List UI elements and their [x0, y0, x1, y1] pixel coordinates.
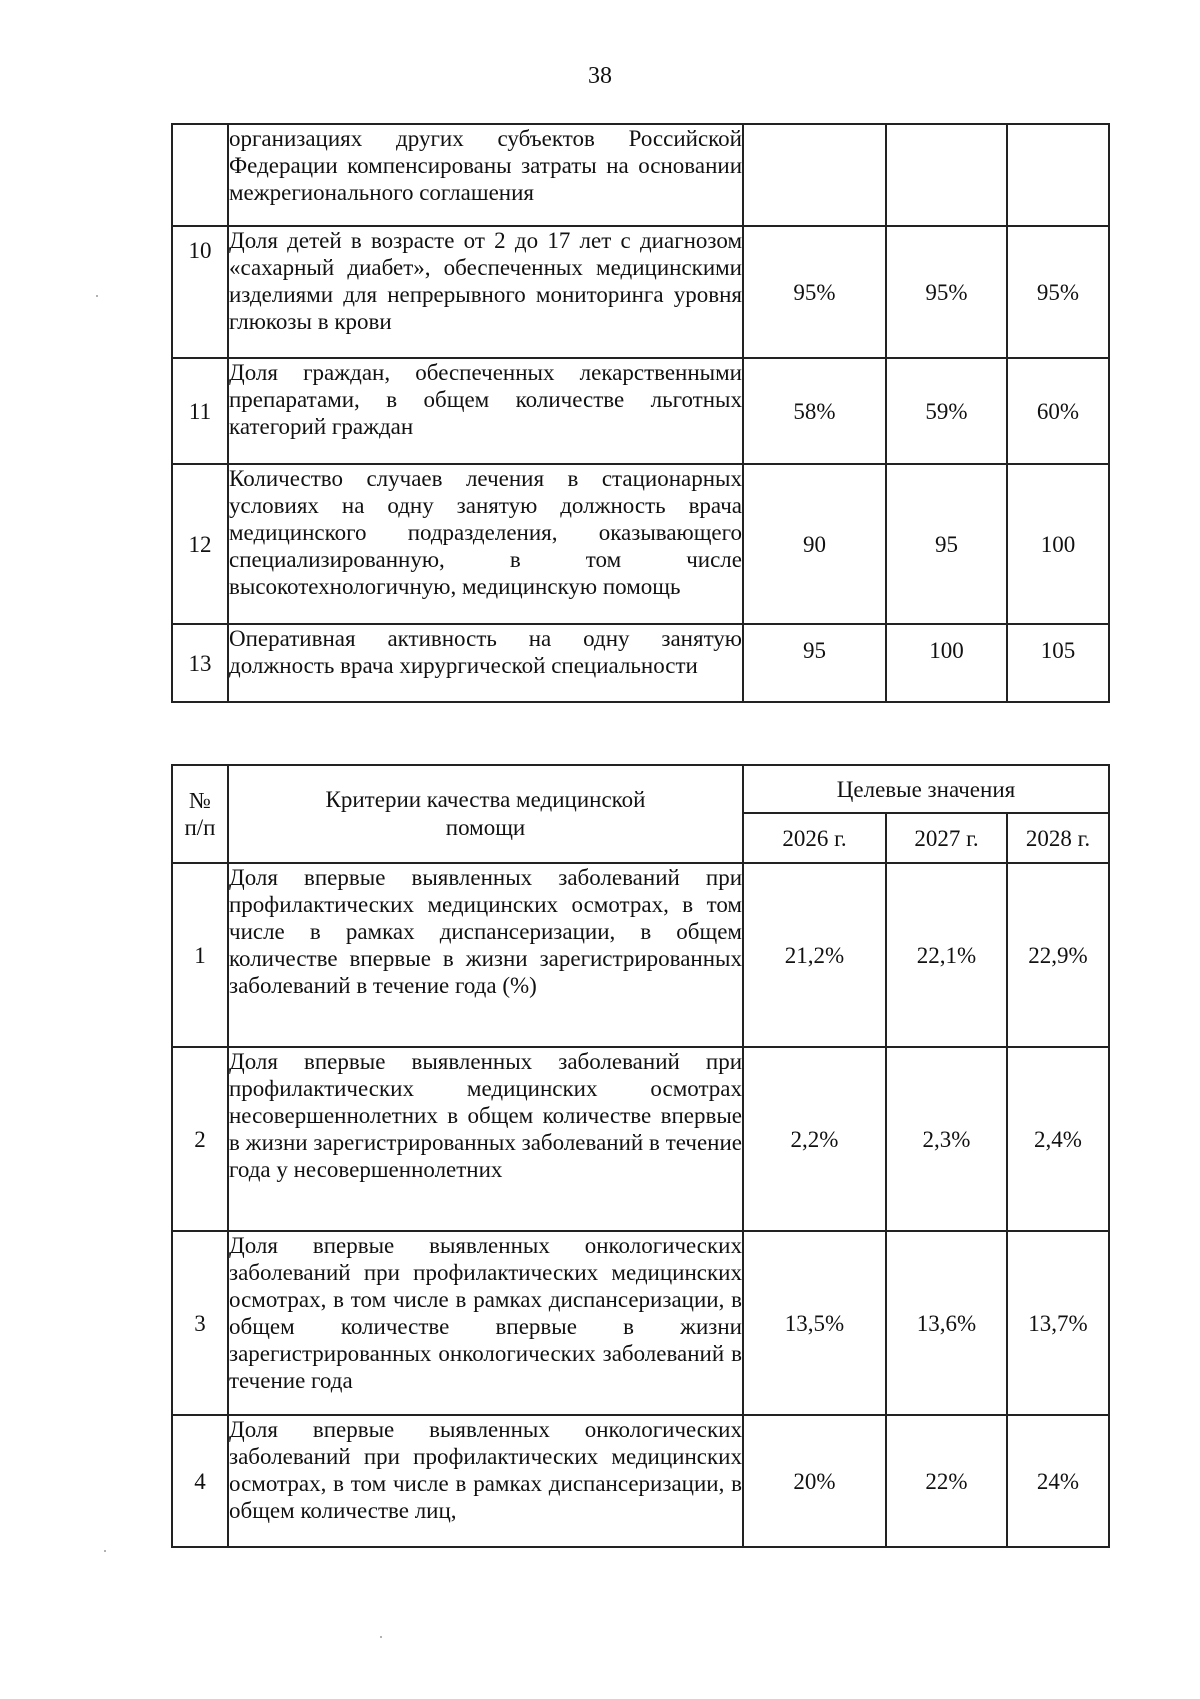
- value-2028: 95%: [1007, 226, 1109, 358]
- row-number: 2: [172, 1047, 228, 1231]
- table-row: [172, 124, 1109, 226]
- column-header-year-2026: 2026 г.: [743, 813, 886, 863]
- table-row: [172, 624, 1109, 702]
- criterion-text: Доля впервые выявленных заболеваний при профилактических медицинских осмотрах, в том числе в рамках диспансеризации, в общем количестве впервые в жизни зарегистрированных заболеваний в течение года (%): [228, 863, 743, 1047]
- table-row: [172, 464, 1109, 624]
- indicators-table-continuation: [171, 123, 1110, 703]
- value-2028: 22,9%: [1007, 863, 1109, 1047]
- value-2026: 20%: [743, 1415, 886, 1547]
- column-header-year-2027: 2027 г.: [886, 813, 1007, 863]
- column-header-number: № п/п: [172, 765, 228, 863]
- value-2027: 95: [886, 464, 1007, 624]
- row-number: [172, 124, 228, 226]
- criterion-text: Доля впервые выявленных онкологических заболеваний при профилактических медицинских осмотрах, в том числе в рамках диспансеризации, в общем количестве впервые в жизни зарегистрированных онкологических заболеваний в течение года: [228, 1231, 743, 1415]
- page-number: 38: [588, 63, 612, 89]
- value-2027: 2,3%: [886, 1047, 1007, 1231]
- indicator-text: Доля граждан, обеспеченных лекарственными препаратами, в общем количестве льготных категорий граждан: [228, 358, 743, 464]
- value-2028: 24%: [1007, 1415, 1109, 1547]
- table-row: [172, 358, 1109, 464]
- row-number: 13: [172, 624, 228, 702]
- value-2028: 2,4%: [1007, 1047, 1109, 1231]
- value-2027: 95%: [886, 226, 1007, 358]
- indicator-text: организациях других субъектов Российской Федерации компенсированы затраты на основании межрегионального соглашения: [228, 124, 743, 226]
- value-2027: 59%: [886, 358, 1007, 464]
- row-number: 1: [172, 863, 228, 1047]
- table-row: [172, 226, 1109, 358]
- column-header-target-values: Целевые значения: [743, 765, 1109, 813]
- scan-speck: [96, 295, 98, 297]
- criterion-text: Доля впервые выявленных заболеваний при профилактических медицинских осмотрах несовершеннолетних в общем количестве впервые в жизни зарегистрированных заболеваний в течение года у несовершеннолетних: [228, 1047, 743, 1231]
- scan-speck: [104, 1550, 106, 1552]
- value-2026: [743, 124, 886, 226]
- value-2028: 13,7%: [1007, 1231, 1109, 1415]
- table-row: [172, 863, 1109, 1047]
- column-header-year-2028: 2028 г.: [1007, 813, 1109, 863]
- indicator-text: Доля детей в возрасте от 2 до 17 лет с диагнозом «сахарный диабет», обеспеченных медицинскими изделиями для непрерывного мониторинга уровня глюкозы в крови: [228, 226, 743, 358]
- scan-speck: [380, 1636, 382, 1638]
- value-2026: 21,2%: [743, 863, 886, 1047]
- column-header-criteria: Критерии качества медицинской помощи: [228, 765, 743, 863]
- quality-criteria-table: [171, 764, 1110, 1548]
- row-number: 3: [172, 1231, 228, 1415]
- row-number: 10: [172, 226, 228, 358]
- table-header-row: [172, 765, 1109, 813]
- criterion-text: Доля впервые выявленных онкологических заболеваний при профилактических медицинских осмотрах, в том числе в рамках диспансеризации, в общем количестве лиц,: [228, 1415, 743, 1547]
- row-number: 4: [172, 1415, 228, 1547]
- value-2027: 22%: [886, 1415, 1007, 1547]
- value-2028: 105: [1007, 624, 1109, 702]
- table-row: [172, 1415, 1109, 1547]
- value-2028: 100: [1007, 464, 1109, 624]
- indicator-text: Оперативная активность на одну занятую должность врача хирургической специальности: [228, 624, 743, 702]
- value-2028: 60%: [1007, 358, 1109, 464]
- value-2026: 13,5%: [743, 1231, 886, 1415]
- table-row: [172, 1231, 1109, 1415]
- value-2026: 95%: [743, 226, 886, 358]
- value-2027: 100: [886, 624, 1007, 702]
- value-2026: 58%: [743, 358, 886, 464]
- value-2027: 22,1%: [886, 863, 1007, 1047]
- value-2027: 13,6%: [886, 1231, 1007, 1415]
- value-2026: 95: [743, 624, 886, 702]
- value-2027: [886, 124, 1007, 226]
- value-2026: 2,2%: [743, 1047, 886, 1231]
- value-2026: 90: [743, 464, 886, 624]
- indicator-text: Количество случаев лечения в стационарных условиях на одну занятую должность врача медицинского подразделения, оказывающего специализированную, в том числе высокотехнологичную, медицинскую помощь: [228, 464, 743, 624]
- row-number: 12: [172, 464, 228, 624]
- table-row: [172, 1047, 1109, 1231]
- value-2028: [1007, 124, 1109, 226]
- row-number: 11: [172, 358, 228, 464]
